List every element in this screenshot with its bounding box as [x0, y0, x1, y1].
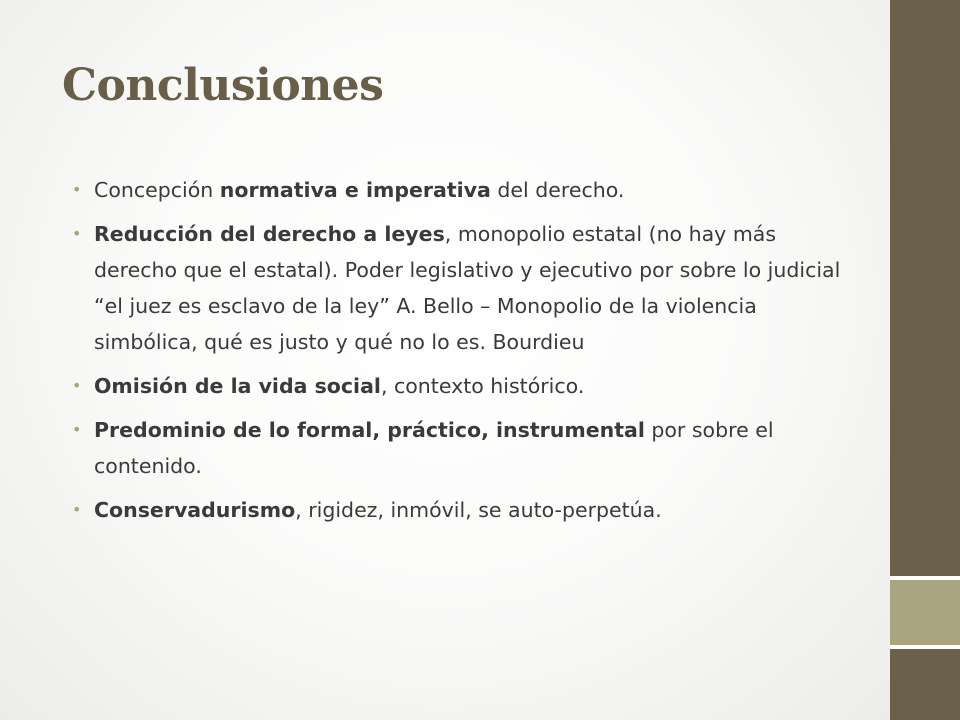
bullet-text — [94, 222, 840, 282]
bullet-text — [94, 178, 624, 202]
bullet-text — [94, 498, 662, 522]
bullet-text-plain: por sobre el contenido. — [94, 418, 774, 478]
bullet-dot-icon: • — [72, 224, 82, 243]
bullet-text-bold: Conservadurismo — [94, 498, 296, 522]
bullet-text-plain: , contexto histórico. — [380, 374, 585, 398]
bullet-quote-line: “el juez es esclavo de la ley” A. Bello – Monopolio de la violencia simbólica, qué es justo y qué no lo es. Bourdieu — [94, 294, 757, 354]
bullet-item — [72, 492, 842, 528]
bullet-item — [72, 172, 842, 208]
bullet-text — [94, 374, 584, 398]
sidebar-block-accent — [890, 580, 960, 645]
bullet-text-plain: , rigidez, inmóvil, se auto-perpetúa. — [295, 498, 662, 522]
bullet-text-plain: Concepción — [94, 178, 220, 202]
bullet-item — [72, 412, 842, 484]
bullet-text-bold: Reducción del derecho a leyes — [94, 222, 445, 246]
bullet-dot-icon: • — [72, 376, 82, 395]
bullet-text-plain: , monopolio estatal (no hay más derecho que el estatal). Poder legislativo y ejecutivo por sobre lo judicial — [94, 222, 841, 282]
bullet-item — [72, 216, 842, 360]
bullet-item — [72, 368, 842, 404]
bullet-dot-icon: • — [72, 420, 82, 439]
bullet-list — [72, 172, 842, 536]
sidebar-block-bottom — [890, 649, 960, 720]
bullet-dot-icon: • — [72, 180, 82, 199]
bullet-text — [94, 418, 774, 478]
slide-title: Conclusiones — [62, 60, 384, 111]
bullet-dot-icon: • — [72, 500, 82, 519]
bullet-text-bold: normativa e imperativa — [219, 178, 491, 202]
bullet-text-bold: Predominio de lo formal, práctico, instrumental — [94, 418, 645, 442]
bullet-text-bold: Omisión de la vida social — [94, 374, 381, 398]
sidebar-block-top — [890, 0, 960, 576]
bullet-text-plain: del derecho. — [490, 178, 625, 202]
